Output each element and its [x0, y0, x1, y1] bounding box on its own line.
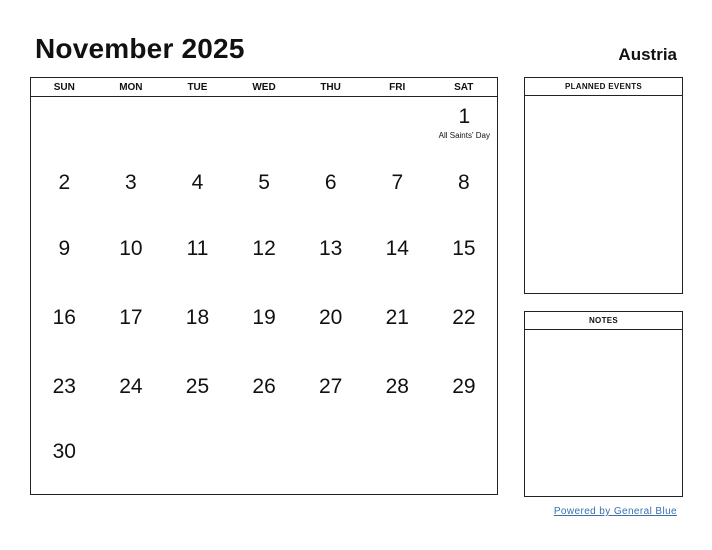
weekday-sun: SUN — [53, 82, 75, 93]
day-9: 9 — [58, 237, 71, 260]
day-10: 10 — [119, 237, 143, 260]
holiday-label: All Saints' Day — [438, 131, 490, 140]
day-26: 26 — [252, 375, 276, 398]
day-2: 2 — [58, 171, 71, 194]
day-25: 25 — [185, 375, 210, 398]
day-12: 12 — [252, 237, 276, 260]
day-28: 28 — [385, 375, 409, 398]
day-1: 1 — [458, 105, 471, 128]
day-22: 22 — [452, 306, 476, 329]
day-23: 23 — [52, 375, 76, 398]
weekday-fri: FRI — [389, 82, 406, 93]
day-16: 16 — [52, 306, 76, 329]
weekday-header-row — [31, 78, 497, 97]
day-11: 11 — [186, 237, 209, 260]
country-label: Austria — [618, 45, 677, 64]
planned-events-header: PLANNED EVENTS — [525, 78, 682, 96]
day-13: 13 — [319, 237, 343, 260]
day-14: 14 — [385, 237, 409, 260]
notes-box — [524, 311, 683, 497]
day-5: 5 — [258, 171, 270, 194]
powered-by-link[interactable]: Powered by General Blue — [553, 506, 677, 517]
day-7: 7 — [391, 171, 404, 194]
weekday-thu: THU — [320, 82, 341, 93]
weekday-mon: MON — [119, 82, 143, 93]
notes-header: NOTES — [525, 312, 682, 330]
day-20: 20 — [319, 306, 343, 329]
day-27: 27 — [319, 375, 343, 398]
day-4: 4 — [191, 171, 204, 194]
day-24: 24 — [119, 375, 143, 398]
calendar-grid — [30, 77, 498, 495]
planned-events-box — [524, 77, 683, 294]
day-29: 29 — [452, 375, 476, 398]
day-21: 21 — [385, 306, 409, 329]
weekday-sat: SAT — [454, 82, 474, 93]
day-8: 8 — [458, 171, 470, 194]
day-15: 15 — [452, 237, 476, 260]
weekday-tue: TUE — [187, 82, 208, 93]
page-title: November 2025 — [35, 33, 245, 64]
day-30: 30 — [52, 440, 76, 463]
day-6: 6 — [324, 171, 337, 194]
day-18: 18 — [185, 306, 210, 329]
day-3: 3 — [125, 171, 137, 194]
day-19: 19 — [252, 306, 276, 329]
day-17: 17 — [119, 306, 143, 329]
weekday-wed: WED — [252, 82, 276, 93]
